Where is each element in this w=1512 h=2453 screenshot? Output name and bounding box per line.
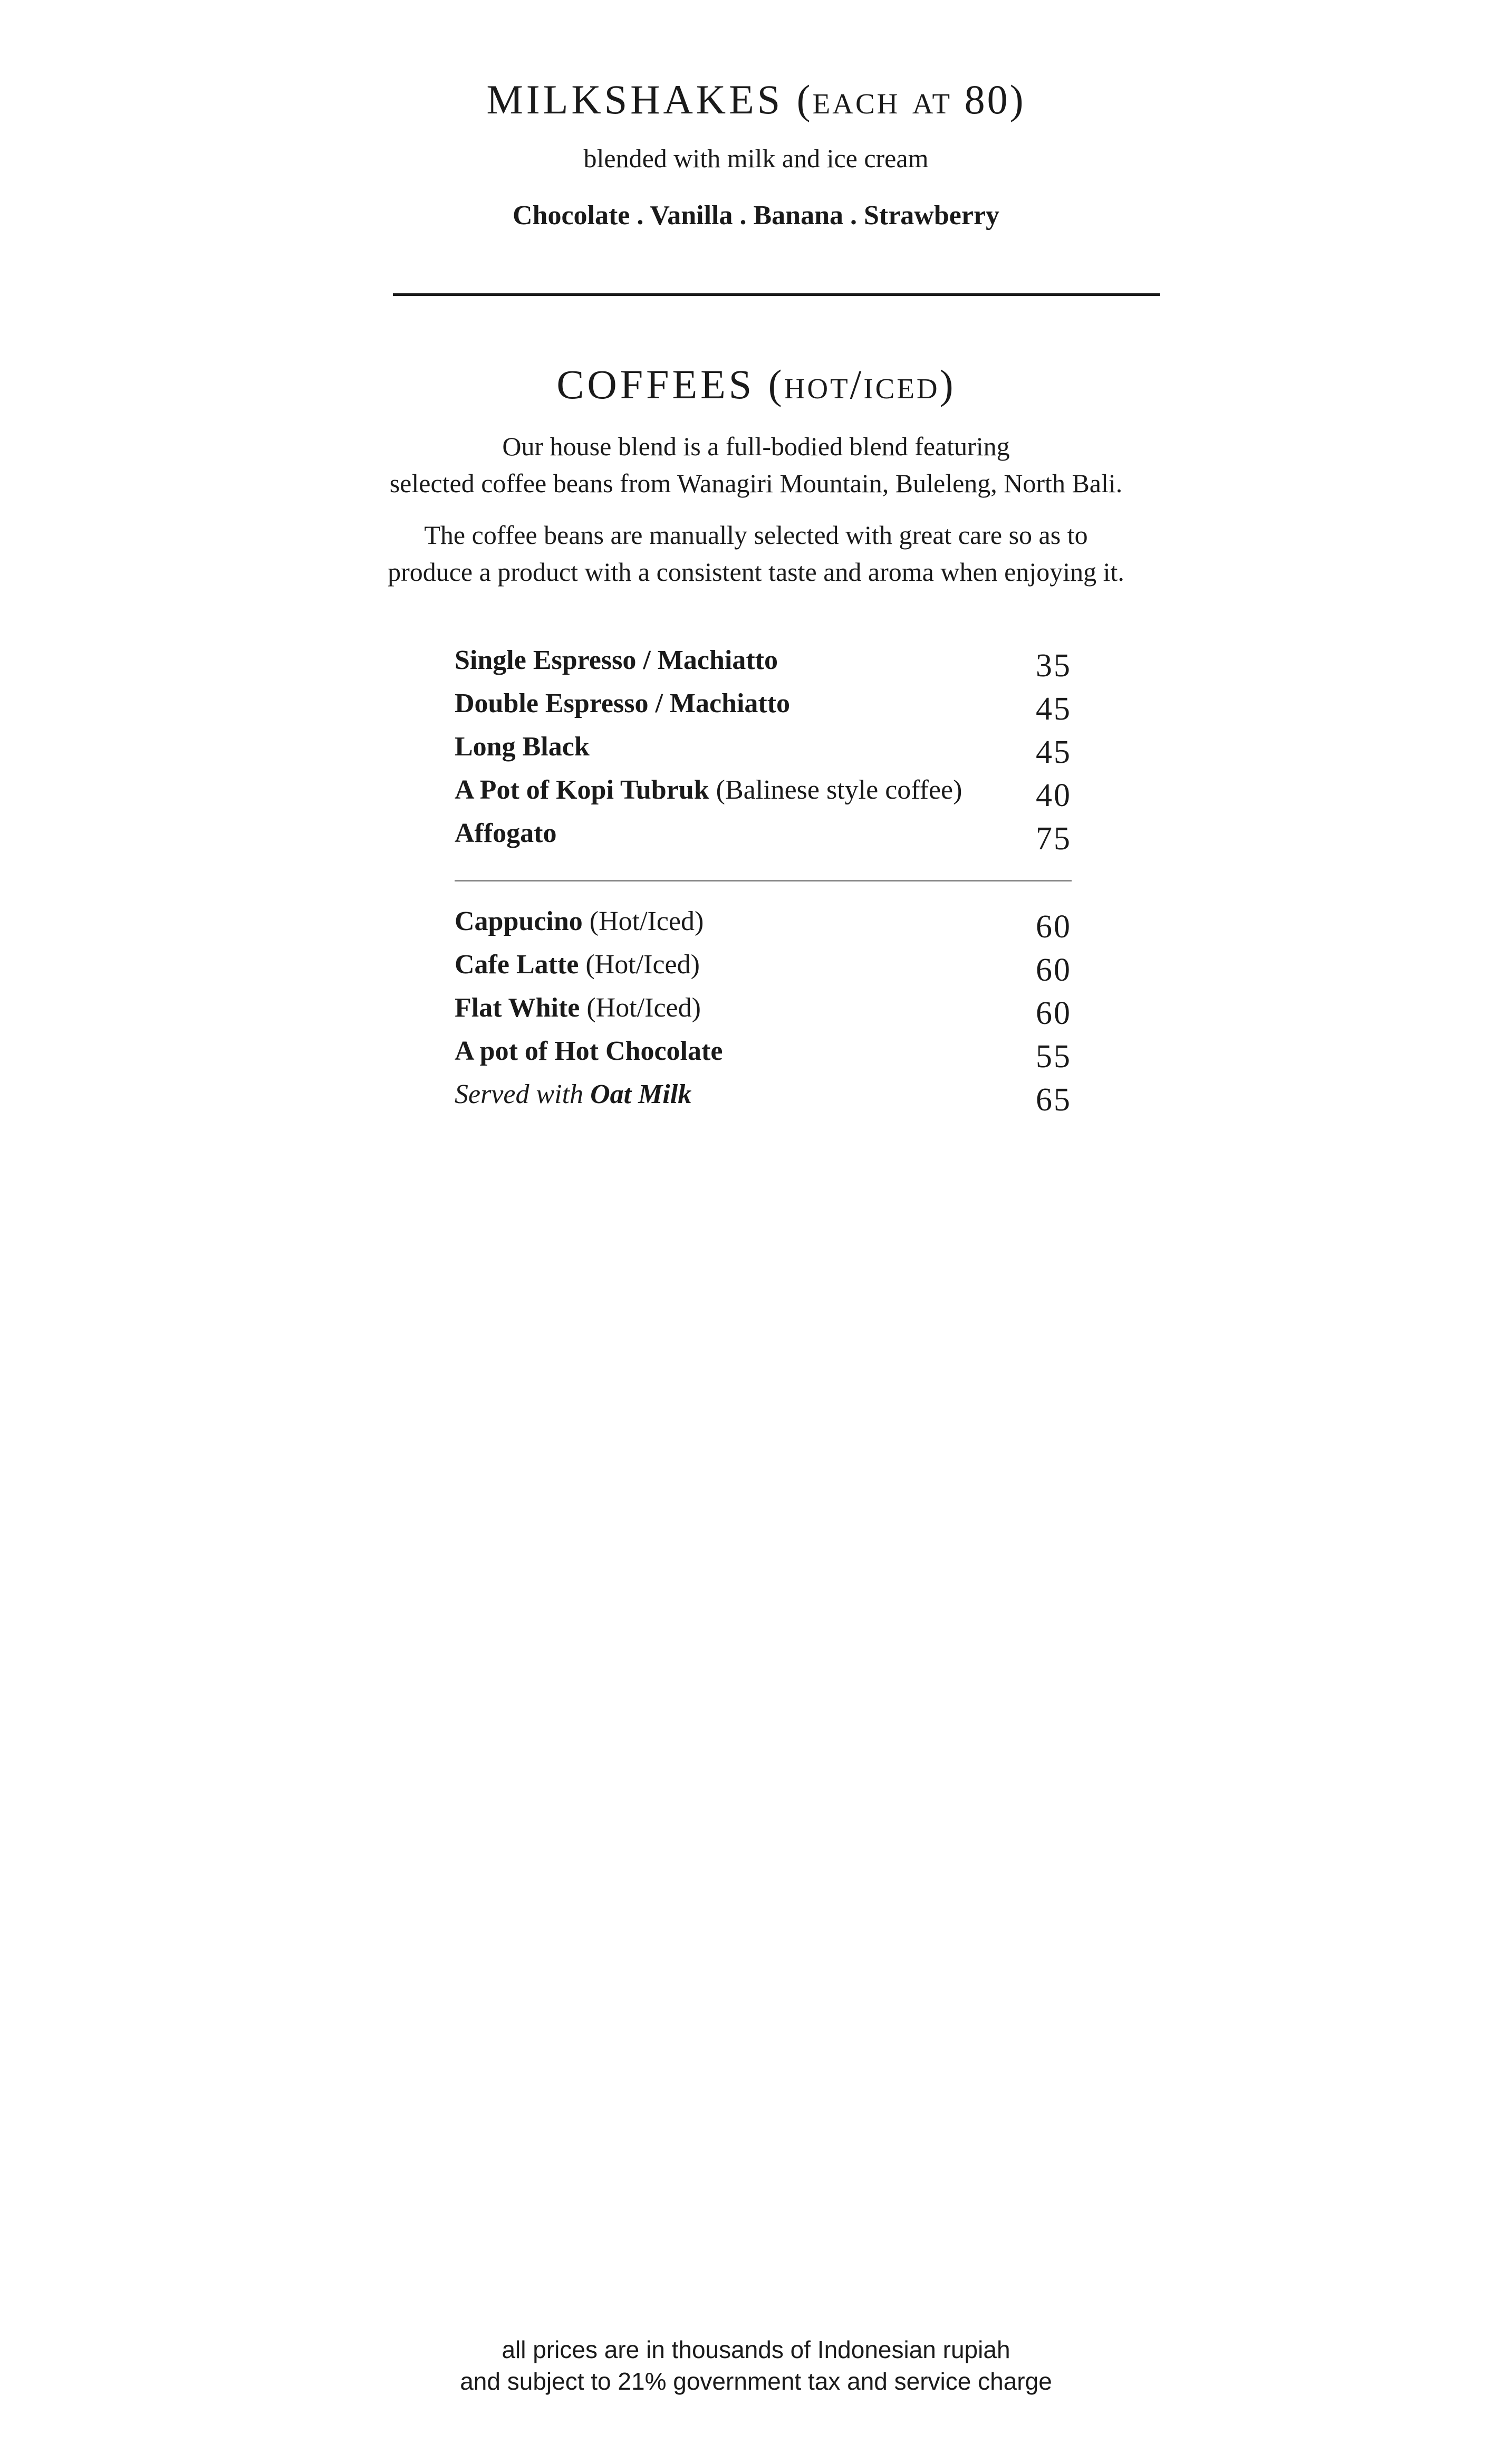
menu-item-name xyxy=(455,1072,691,1117)
oat-milk-name: Oat Milk xyxy=(590,1079,692,1109)
menu-item-name: Affogato xyxy=(455,818,557,848)
menu-item xyxy=(455,682,1072,726)
milkshakes-flavors: Chocolate . Vanilla . Banana . Strawberry xyxy=(512,200,1000,231)
menu-item-price: 75 xyxy=(1036,821,1072,857)
menu-item-name: A Pot of Kopi Tubruk (Balinese style coffee) xyxy=(455,775,962,805)
coffees-description-1: Our house blend is a full-bodied blend featuring xyxy=(502,432,1010,461)
menu-item xyxy=(455,943,1072,987)
menu-item-name: Single Espresso / Machiatto xyxy=(455,645,778,675)
coffees-description-4: produce a product with a consistent taste and aroma when enjoying it. xyxy=(388,557,1124,587)
menu-item-name: Flat White (Hot/Iced) xyxy=(455,993,701,1023)
menu-item-name: Cafe Latte (Hot/Iced) xyxy=(455,950,700,980)
menu-item xyxy=(455,725,1072,769)
menu-item-name: Long Black xyxy=(455,732,590,762)
milkshakes-title-note: (each at 80) xyxy=(796,76,1026,122)
menu-item-note: (Balinese style coffee) xyxy=(716,775,962,805)
menu-item-note: (Hot/Iced) xyxy=(586,993,701,1023)
menu-item-name: A pot of Hot Chocolate xyxy=(455,1036,723,1066)
menu-item-price: 55 xyxy=(1036,1039,1072,1075)
menu-item xyxy=(455,899,1072,944)
menu-item-price: 65 xyxy=(1036,1082,1072,1118)
menu-item-price: 60 xyxy=(1036,952,1072,988)
coffees-title xyxy=(0,361,1512,407)
menu-item-name: Cappucino (Hot/Iced) xyxy=(455,906,704,936)
milkshakes-subtitle: blended with milk and ice cream xyxy=(583,143,929,173)
menu-group-divider xyxy=(455,880,1072,881)
footer-line-2: and subject to 21% government tax and service charge xyxy=(460,2368,1052,2395)
coffees-description-2: selected coffee beans from Wanagiri Mountain, Buleleng, North Bali. xyxy=(389,468,1123,498)
coffees-title-text: COFFEES xyxy=(556,361,755,407)
menu-item-note: (Hot/Iced) xyxy=(589,906,704,936)
menu-item xyxy=(455,1029,1072,1074)
section-divider xyxy=(393,293,1160,296)
milkshakes-title xyxy=(0,76,1512,122)
milkshakes-title-text: MILKSHAKES xyxy=(486,76,784,122)
menu-item-price: 45 xyxy=(1036,734,1072,770)
menu-item xyxy=(455,811,1072,856)
menu-item-note: (Hot/Iced) xyxy=(585,950,700,980)
coffees-description-3: The coffee beans are manually selected with great care so as to xyxy=(424,520,1088,550)
menu-item-price: 35 xyxy=(1036,648,1072,684)
menu-item xyxy=(455,768,1072,812)
coffees-title-note: (hot/iced) xyxy=(768,361,956,407)
oat-milk-prefix: Served with xyxy=(455,1079,584,1109)
menu-item-name: Double Espresso / Machiatto xyxy=(455,688,791,718)
menu-item-oat-milk xyxy=(455,1072,1072,1117)
menu-item-price: 60 xyxy=(1036,909,1072,945)
menu-item-price: 45 xyxy=(1036,691,1072,727)
menu-item xyxy=(455,638,1072,683)
menu-item-price: 40 xyxy=(1036,778,1072,813)
menu-item xyxy=(455,986,1072,1030)
menu-item-price: 60 xyxy=(1036,995,1072,1031)
footer-line-1: all prices are in thousands of Indonesian rupiah xyxy=(502,2336,1010,2363)
